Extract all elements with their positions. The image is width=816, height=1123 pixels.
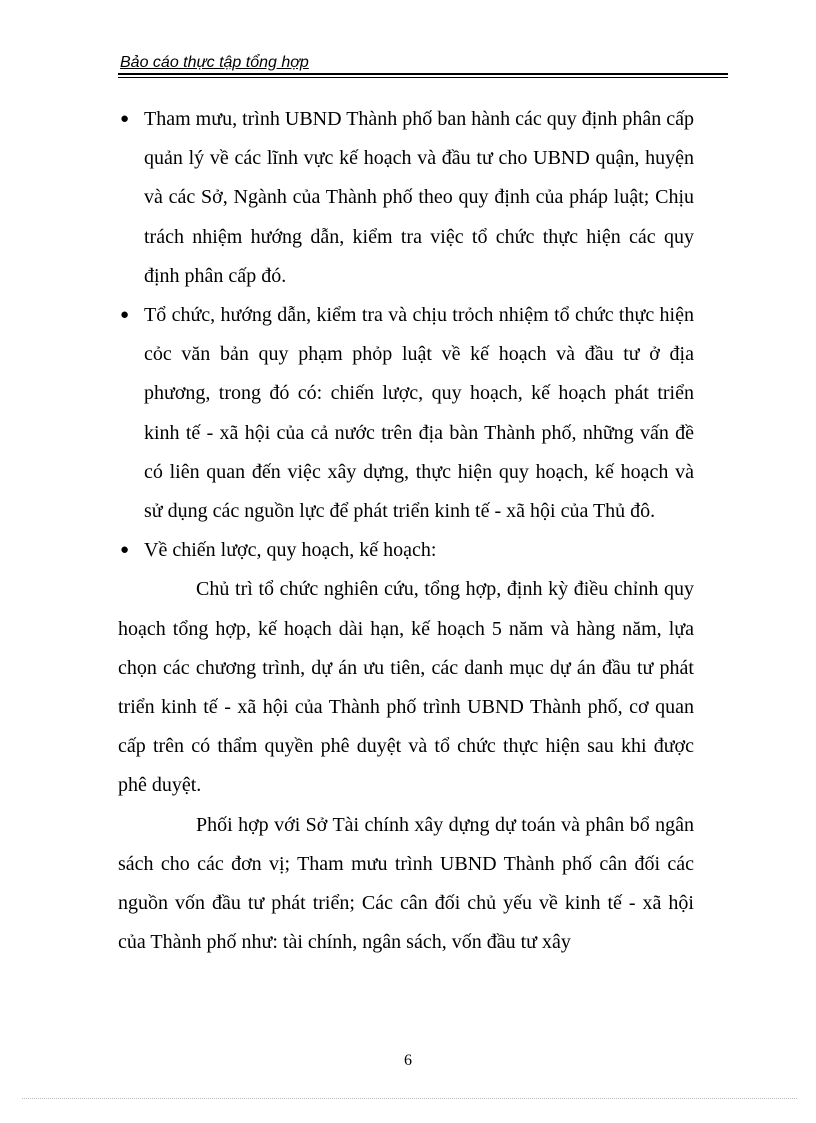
- header-rule-thin: [118, 77, 728, 78]
- bullet-paragraph: [118, 100, 694, 296]
- bullet-text: Tham mưu, trình UBND Thành phố ban hành các quy định phân cấp quản lý về các lĩnh vực kế hoạch và đầu tư cho UBND quận, huyện và các Sở, Ngành của Thành phố theo quy định của pháp luật; Chịu trách nhiệm hướng dẫn, kiểm tra việc tổ chức thực hiện các quy định phân cấp đó.: [144, 108, 694, 287]
- bullet-paragraph: [118, 296, 694, 531]
- footer-divider: [22, 1098, 797, 1099]
- body-text: [118, 100, 694, 962]
- bullet-icon: ●: [120, 111, 130, 127]
- page-number: 6: [404, 1052, 412, 1069]
- body-paragraph: Phối hợp với Sở Tài chính xây dựng dự toán và phân bổ ngân sách cho các đơn vị; Tham mưu trình UBND Thành phố cân đối các nguồn vốn đầu tư phát triển; Các cân đối chủ yếu về kinh tế - xã hội của Thành phố như: tài chính, ngân sách, vốn đầu tư xây: [118, 813, 694, 954]
- bullet-text: Tổ chức, hướng dẫn, kiểm tra và chịu trỏch nhiệm tổ chức thực hiện cỏc văn bản quy phạm phỏp luật về kế hoạch và đầu tư ở địa phương, trong đó có: chiến lược, quy hoạch, kế hoạch phát triển kinh tế - xã hội của cả nước trên địa bàn Thành phố, những vấn đề có liên quan đến việc xây dựng, thực hiện quy hoạch, kế hoạch và sử dụng các nguồn lực để phát triển kinh tế - xã hội của Thủ đô.: [144, 304, 694, 523]
- bullet-icon: ●: [120, 542, 130, 559]
- page-header: [118, 52, 728, 74]
- body-paragraph: Chủ trì tổ chức nghiên cứu, tổng hợp, định kỳ điều chỉnh quy hoạch tổng hợp, kế hoạch dài hạn, kế hoạch 5 năm và hàng năm, lựa chọn các chương trình, dự án ưu tiên, các danh mục dự án đầu tư phát triển kinh tế - xã hội của Thành phố trình UBND Thành phố, cơ quan cấp trên có thẩm quyền phê duyệt và tổ chức thực hiện sau khi được phê duyệt.: [118, 578, 694, 797]
- header-rule: [118, 73, 728, 75]
- bullet-icon: ●: [120, 307, 130, 324]
- header-title: Bảo cáo thực tập tổng hợp: [120, 54, 309, 71]
- bullet-paragraph: [118, 531, 694, 570]
- bullet-text: Về chiến lược, quy hoạch, kế hoạch:: [144, 539, 437, 562]
